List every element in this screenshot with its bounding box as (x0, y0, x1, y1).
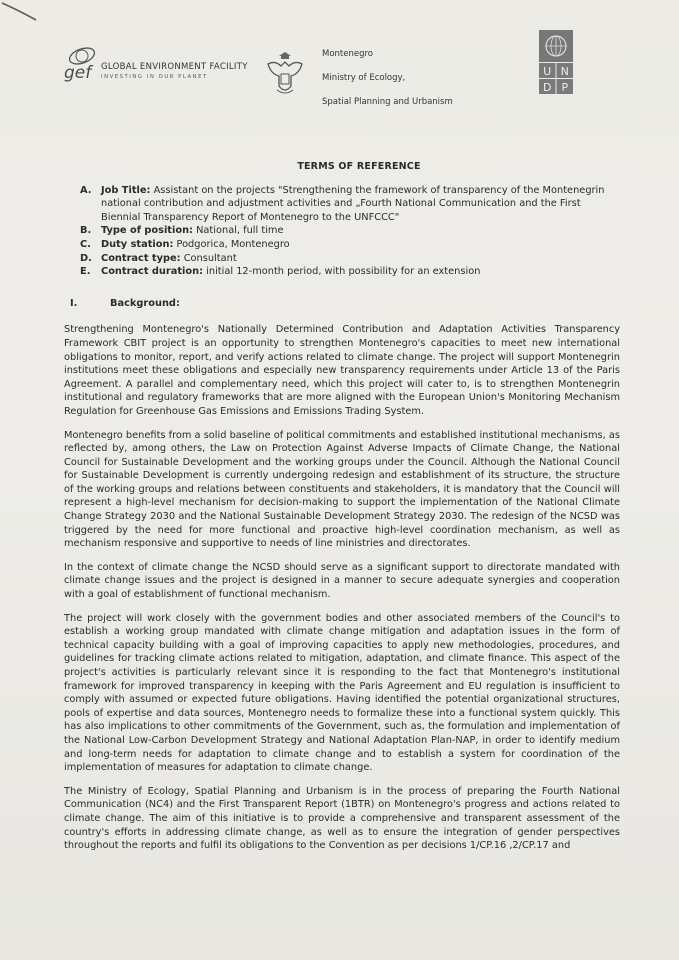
list-item-letter: D. (80, 252, 92, 264)
undp-logo (539, 30, 573, 94)
list-item-label: Contract duration: (101, 266, 204, 278)
list-item-letter: B. (80, 225, 92, 237)
list-item-label: Contract type: (101, 252, 181, 264)
list-item-letter: A. (80, 184, 92, 196)
list-item (64, 238, 620, 252)
gef-logo-icon (62, 44, 102, 82)
list-item-value: Podgorica, Montenegro (173, 238, 290, 250)
paragraph: The project will work closely with the government bodies and other associated members of the Council's to establish a working group mandated with climate change mitigation and adaptation issues in the form of technical capacity building with a goal of improving capacities to apply new methodologies, procedures, and guidelines for tracking climate actions related to mitigation, adaptation, and climate finance. This aspect of the project's activities is particularly relevant since it is responding to the fact that Montenegro's institutional framework for improved transparency in keeping with the Paris Agreement and EU regulation is insufficient to comply with assumed or expected future obligations. Having identified the potential organizational structures, pools of expertise and data sources, Montenegro needs to formalize these into a functional system quickly. This has also implications to other commitments of the Government, such as, the formulation and implementation of the National Low-Carbon Development Strategy and National Adaptation Plan-NAP, in order to identify medium and long-term needs for adaptation to climate change and to establish a system for coordination of the implementation of measures for adaptation to climate change. (64, 612, 620, 774)
section-number: I. (70, 297, 78, 309)
list-item (64, 184, 620, 225)
section-heading-background (64, 297, 620, 311)
undp-letter-n: N (560, 65, 569, 78)
undp-letter-d: D (542, 81, 552, 94)
list-item-label: Job Title: (101, 184, 151, 196)
undp-letter-p: P (561, 81, 569, 94)
list-item-letter: E. (80, 266, 91, 278)
list-item-letter: C. (80, 238, 91, 250)
undp-letter-u: U (543, 65, 552, 78)
paragraph: Montenegro benefits from a solid baseline of political commitments and established institutional mechanisms, as reflected by, among others, the Law on Protection Against Adverse Impacts of Climate Change, the National Council for Sustainable Development and the working groups under the Council. Although the National Council for Sustainable Development is currently undergoing redesign and establishment of its structure, the structure of the working groups and relations between constituents and stakeholders, it is mandatory that the Council will represent a high-level mechanism for decision-making to support the implementation of the National Climate Change Strategy 2030 and the National Sustainable Development Strategy 2030. The redesign of the NCSD was triggered by the need for more functional and proactive high-level coordination mechanism, as well as mechanism responsive and supportive to needs of line ministries and directorates. (64, 429, 620, 550)
ministry-block (322, 42, 453, 114)
ministry-line-country: Montenegro (322, 49, 374, 59)
paragraph: The Ministry of Ecology, Spatial Planning and Urbanism is in the process of preparing the Fourth National Communication (NC4) and the First Transparent Report (1BTR) on Montenegro's progress and actions related to climate change. The aim of this initiative is to provide a comprehensive and transparent assessment of the country's efforts in addressing climate change, as well as to ensure the integration of gender perspectives throughout the reports and fulfil its obligations to the Convention as per decisions 1/CP.16 ,2/CP.17 and (64, 785, 620, 852)
montenegro-coat-of-arms-icon (265, 50, 305, 96)
document-body (64, 160, 620, 863)
section-title: Background: (110, 297, 180, 309)
gef-logo-text: gef (64, 63, 92, 82)
job-details-list (64, 184, 620, 279)
ministry-line-name: Ministry of Ecology, (322, 73, 406, 83)
list-item-value: Assistant on the projects "Strengthening the framework of transparency of the Montenegrin national contribution and adjustment activities and „Fourth National Communication and the First Biennial Transparency Report of Montenegro to the UNFCCC" (101, 184, 605, 223)
list-item-value: National, full time (192, 225, 284, 237)
paragraph: Strengthening Montenegro's Nationally Determined Contribution and Adaptation Activities Transparency Framework CBIT project is an opportunity to strengthen Montenegro's capacities to meet new international obligations to monitor, report, and verify actions related to climate change. The project will support Montenegrin institutions meet these obligations and especially new transparency requirements under Article 13 of the Paris Agreement. A parallel and complementary need, which this project will cater to, is to strengthen Montenegrin institutional and regulatory frameworks that are more aligned with the European Union's Monitoring Mechanism Regulation for Greenhouse Gas Emissions and Emissions Trading System. (64, 324, 620, 417)
gef-organization-name: GLOBAL ENVIRONMENT FACILITY (101, 62, 248, 72)
list-item-value: Consultant (180, 252, 237, 264)
list-item (64, 265, 620, 279)
page-title: TERMS OF REFERENCE (297, 161, 421, 172)
gef-tagline: INVESTING IN OUR PLANET (101, 74, 208, 80)
list-item (64, 224, 620, 238)
paragraph: In the context of climate change the NCSD should serve as a significant support to directorate mandated with climate change issues and the project is designed in a manner to secure adequate synergies and cooperation with a goal of establishment of functional mechanism. (64, 561, 620, 601)
list-item-label: Duty station: (101, 238, 174, 250)
list-item-label: Type of position: (101, 225, 193, 237)
pen-stroke-mark (0, 0, 40, 22)
list-item-value: initial 12-month period, with possibility for an extension (203, 266, 481, 278)
list-item (64, 252, 620, 266)
ministry-line-portfolio: Spatial Planning and Urbanism (322, 97, 453, 107)
